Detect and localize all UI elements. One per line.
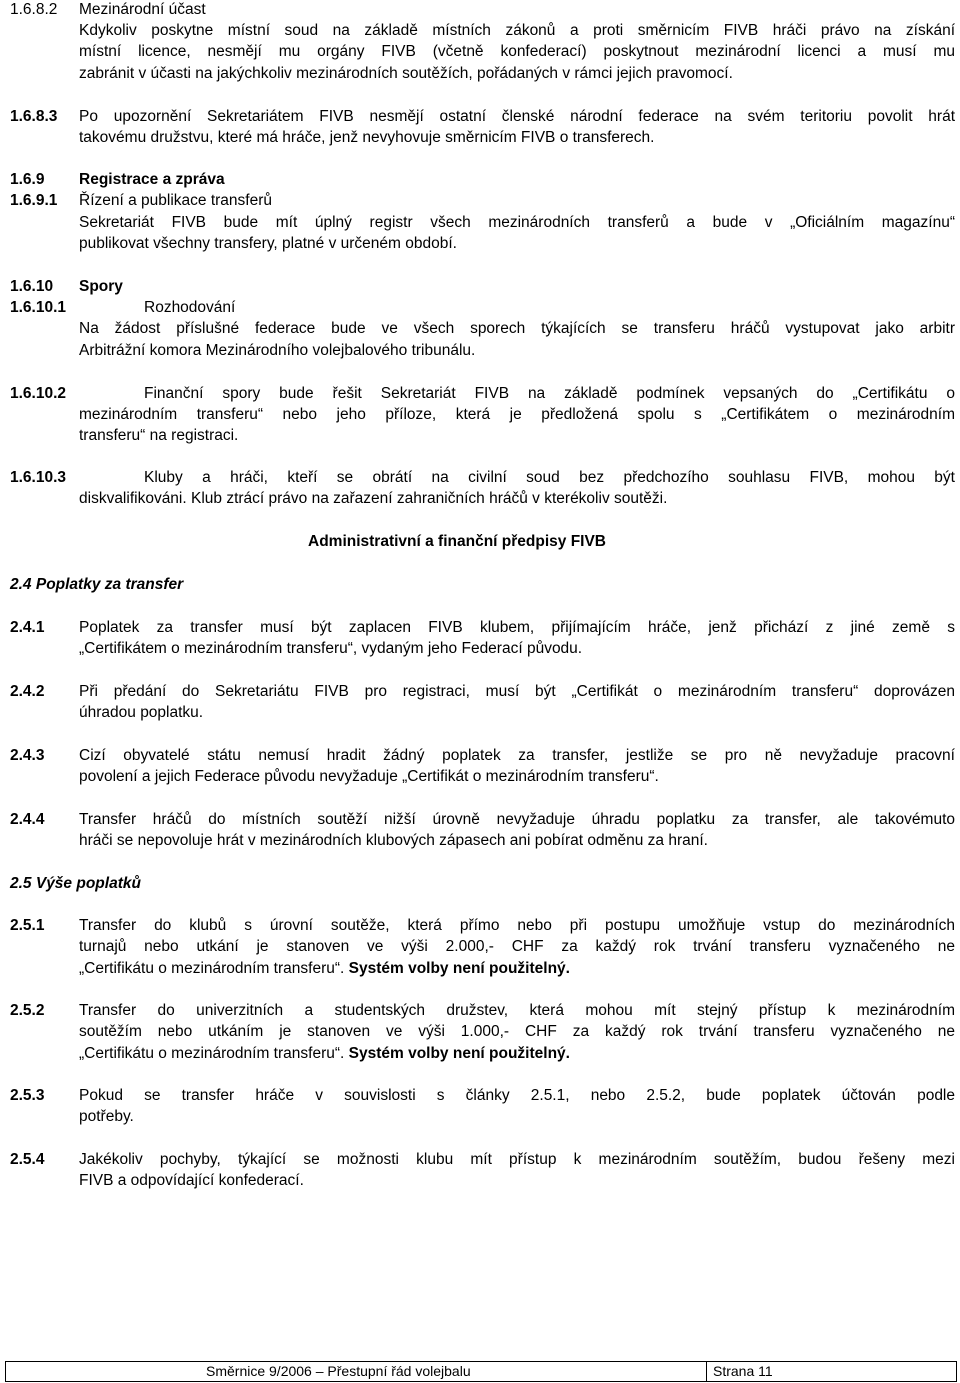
paragraph-line: povolení a jejich Federace původu nevyžaduje „Certifikát o mezinárodním transferu“. xyxy=(79,768,659,785)
paragraph-line: Pokud se transfer hráče v souvislosti s články 2.5.1, nebo 2.5.2, bude poplatek účtován podle xyxy=(79,1087,955,1104)
paragraph-line: hráči se nepovoluje hrát v mezinárodních klubových zápasech ani pobírat odměnu za hraní. xyxy=(79,832,708,849)
section-number: 2.5.4 xyxy=(10,1151,45,1168)
paragraph-line: Cizí obyvatelé státu nemusí hradit žádný poplatek za transfer, jestliže se pro ně nevyžaduje pracovní xyxy=(79,747,955,764)
emphasis-text: Systém volby není použitelný. xyxy=(348,960,570,977)
paragraph-line: Arbitrážní komora Mezinárodního volejbalového tribunálu. xyxy=(79,342,476,359)
paragraph-line: zabránit v účasti na jakýchkoliv mezinárodních soutěžích, pořádaných v rámci jejich pravomocí. xyxy=(79,65,733,82)
section-number: 2.4.3 xyxy=(10,747,45,764)
page-footer xyxy=(5,1361,957,1382)
footer-page-number: Strana 11 xyxy=(706,1362,773,1381)
paragraph-line: „Certifikátem o mezinárodním transferu“, vydaným jeho Federací původu. xyxy=(79,640,583,657)
paragraph-line: FIVB a odpovídající konfederací. xyxy=(79,1172,304,1189)
paragraph-line: Kluby a hráči, kteří se obrátí na civilní soud bez předchozího souhlasu FIVB, mohou být xyxy=(144,469,955,486)
section-number: 1.6.10 xyxy=(10,278,54,295)
paragraph-line: soutěžím nebo utkáním je stanoven ve výši 1.000,- CHF za každý rok trvání transferu vyznačeného ne xyxy=(79,1023,955,1040)
section-number: 1.6.10.3 xyxy=(10,469,67,486)
paragraph-line: takovému družstvu, které má hráče, jenž nevyhovuje směrnicím FIVB o transferech. xyxy=(79,129,655,146)
paragraph-line: Transfer do univerzitních a studentských družstev, která mohou mít stejný přístup k mezinárodním xyxy=(79,1002,955,1019)
section-title: Rozhodování xyxy=(144,299,236,316)
section-title: 2.4 Poplatky za transfer xyxy=(10,576,184,593)
paragraph-line: Finanční spory bude řešit Sekretariát FIVB na základě podmínek vepsaných do „Certifikátu o xyxy=(144,385,955,402)
paragraph-line xyxy=(79,1044,570,1064)
paragraph-line: Transfer hráčů do místních soutěží nižší úrovně nevyžaduje úhradu poplatku za transfer, ale takovémuto xyxy=(79,811,955,828)
section-number: 2.4.2 xyxy=(10,683,45,700)
section-number: 1.6.10.2 xyxy=(10,385,67,402)
section-number: 2.5.1 xyxy=(10,917,45,934)
paragraph-line: úhradou poplatku. xyxy=(79,704,204,721)
paragraph-line xyxy=(79,959,570,979)
paragraph-line: Při předání do Sekretariátu FIVB pro registraci, musí být „Certifikát o mezinárodním transferu“ doprovázen xyxy=(79,683,955,700)
paragraph-line: Jakékoliv pochyby, týkající se možnosti klubu mít přístup k mezinárodním soutěžím, budou řešeny mezi xyxy=(79,1151,955,1168)
paragraph-line: publikovat všechny transfery, platné v určeném období. xyxy=(79,235,457,252)
paragraph-line: mezinárodním transferu“ nebo jeho příloze, která je předložená spolu s „Certifikátem o mezinárodním xyxy=(79,406,955,423)
paragraph-line: místní licence, nesmějí mu orgány FIVB (včetně konfederací) poskytnout mezinárodní licenci a musí mu xyxy=(79,43,955,60)
paragraph-line: Po upozornění Sekretariátem FIVB nesmějí ostatní členské národní federace na svém teritoriu povolit hrát xyxy=(79,108,955,125)
section-title: Mezinárodní účast xyxy=(79,1,206,18)
paragraph-line: Kdykoliv poskytne místní soud na základě místních zákonů a proti směrnicím FIVB hráči právo na získání xyxy=(79,22,955,39)
paragraph-line: transferu“ na registraci. xyxy=(79,427,239,444)
section-number: 1.6.9.1 xyxy=(10,192,58,209)
section-number: 2.4.1 xyxy=(10,619,45,636)
paragraph-line: turnajů nebo utkání je stanoven ve výši 2.000,- CHF za každý rok trvání transferu vyznačeného ne xyxy=(79,938,955,955)
section-number: 2.5.2 xyxy=(10,1002,45,1019)
section-title: Registrace a zpráva xyxy=(79,171,225,188)
section-number: 1.6.8.2 xyxy=(10,1,58,18)
paragraph-line: Transfer do klubů s úrovní soutěže, která přímo nebo při postupu umožňuje vstup do mezinárodních xyxy=(79,917,955,934)
chapter-heading: Administrativní a finanční předpisy FIVB xyxy=(308,533,606,550)
section-title: Řízení a publikace transferů xyxy=(79,192,272,209)
section-number: 2.4.4 xyxy=(10,811,45,828)
paragraph-line: Poplatek za transfer musí být zaplacen FIVB klubem, přijímajícím hráče, jenž přichází z jiné země s xyxy=(79,619,955,636)
section-number: 1.6.10.1 xyxy=(10,299,67,316)
paragraph-line: potřeby. xyxy=(79,1108,134,1125)
paragraph-text: „Certifikátu o mezinárodním transferu“. xyxy=(79,960,349,977)
section-title: Spory xyxy=(79,278,123,295)
footer-document-title: Směrnice 9/2006 – Přestupní řád volejbalu xyxy=(206,1363,471,1379)
section-title: 2.5 Výše poplatků xyxy=(10,875,141,892)
section-number: 1.6.8.3 xyxy=(10,108,58,125)
section-number: 2.5.3 xyxy=(10,1087,45,1104)
emphasis-text: Systém volby není použitelný. xyxy=(348,1045,570,1062)
paragraph-line: Na žádost příslušné federace bude ve všech sporech týkajících se transferu hráčů vystupovat jako arbitr xyxy=(79,320,955,337)
paragraph-line: diskvalifikováni. Klub ztrácí právo na zařazení zahraničních hráčů v kterékoliv soutěži. xyxy=(79,490,668,507)
paragraph-text: „Certifikátu o mezinárodním transferu“. xyxy=(79,1045,349,1062)
section-number: 1.6.9 xyxy=(10,171,45,188)
paragraph-line: Sekretariát FIVB bude mít úplný registr všech mezinárodních transferů a bude v „Oficiálním magazínu“ xyxy=(79,214,955,231)
